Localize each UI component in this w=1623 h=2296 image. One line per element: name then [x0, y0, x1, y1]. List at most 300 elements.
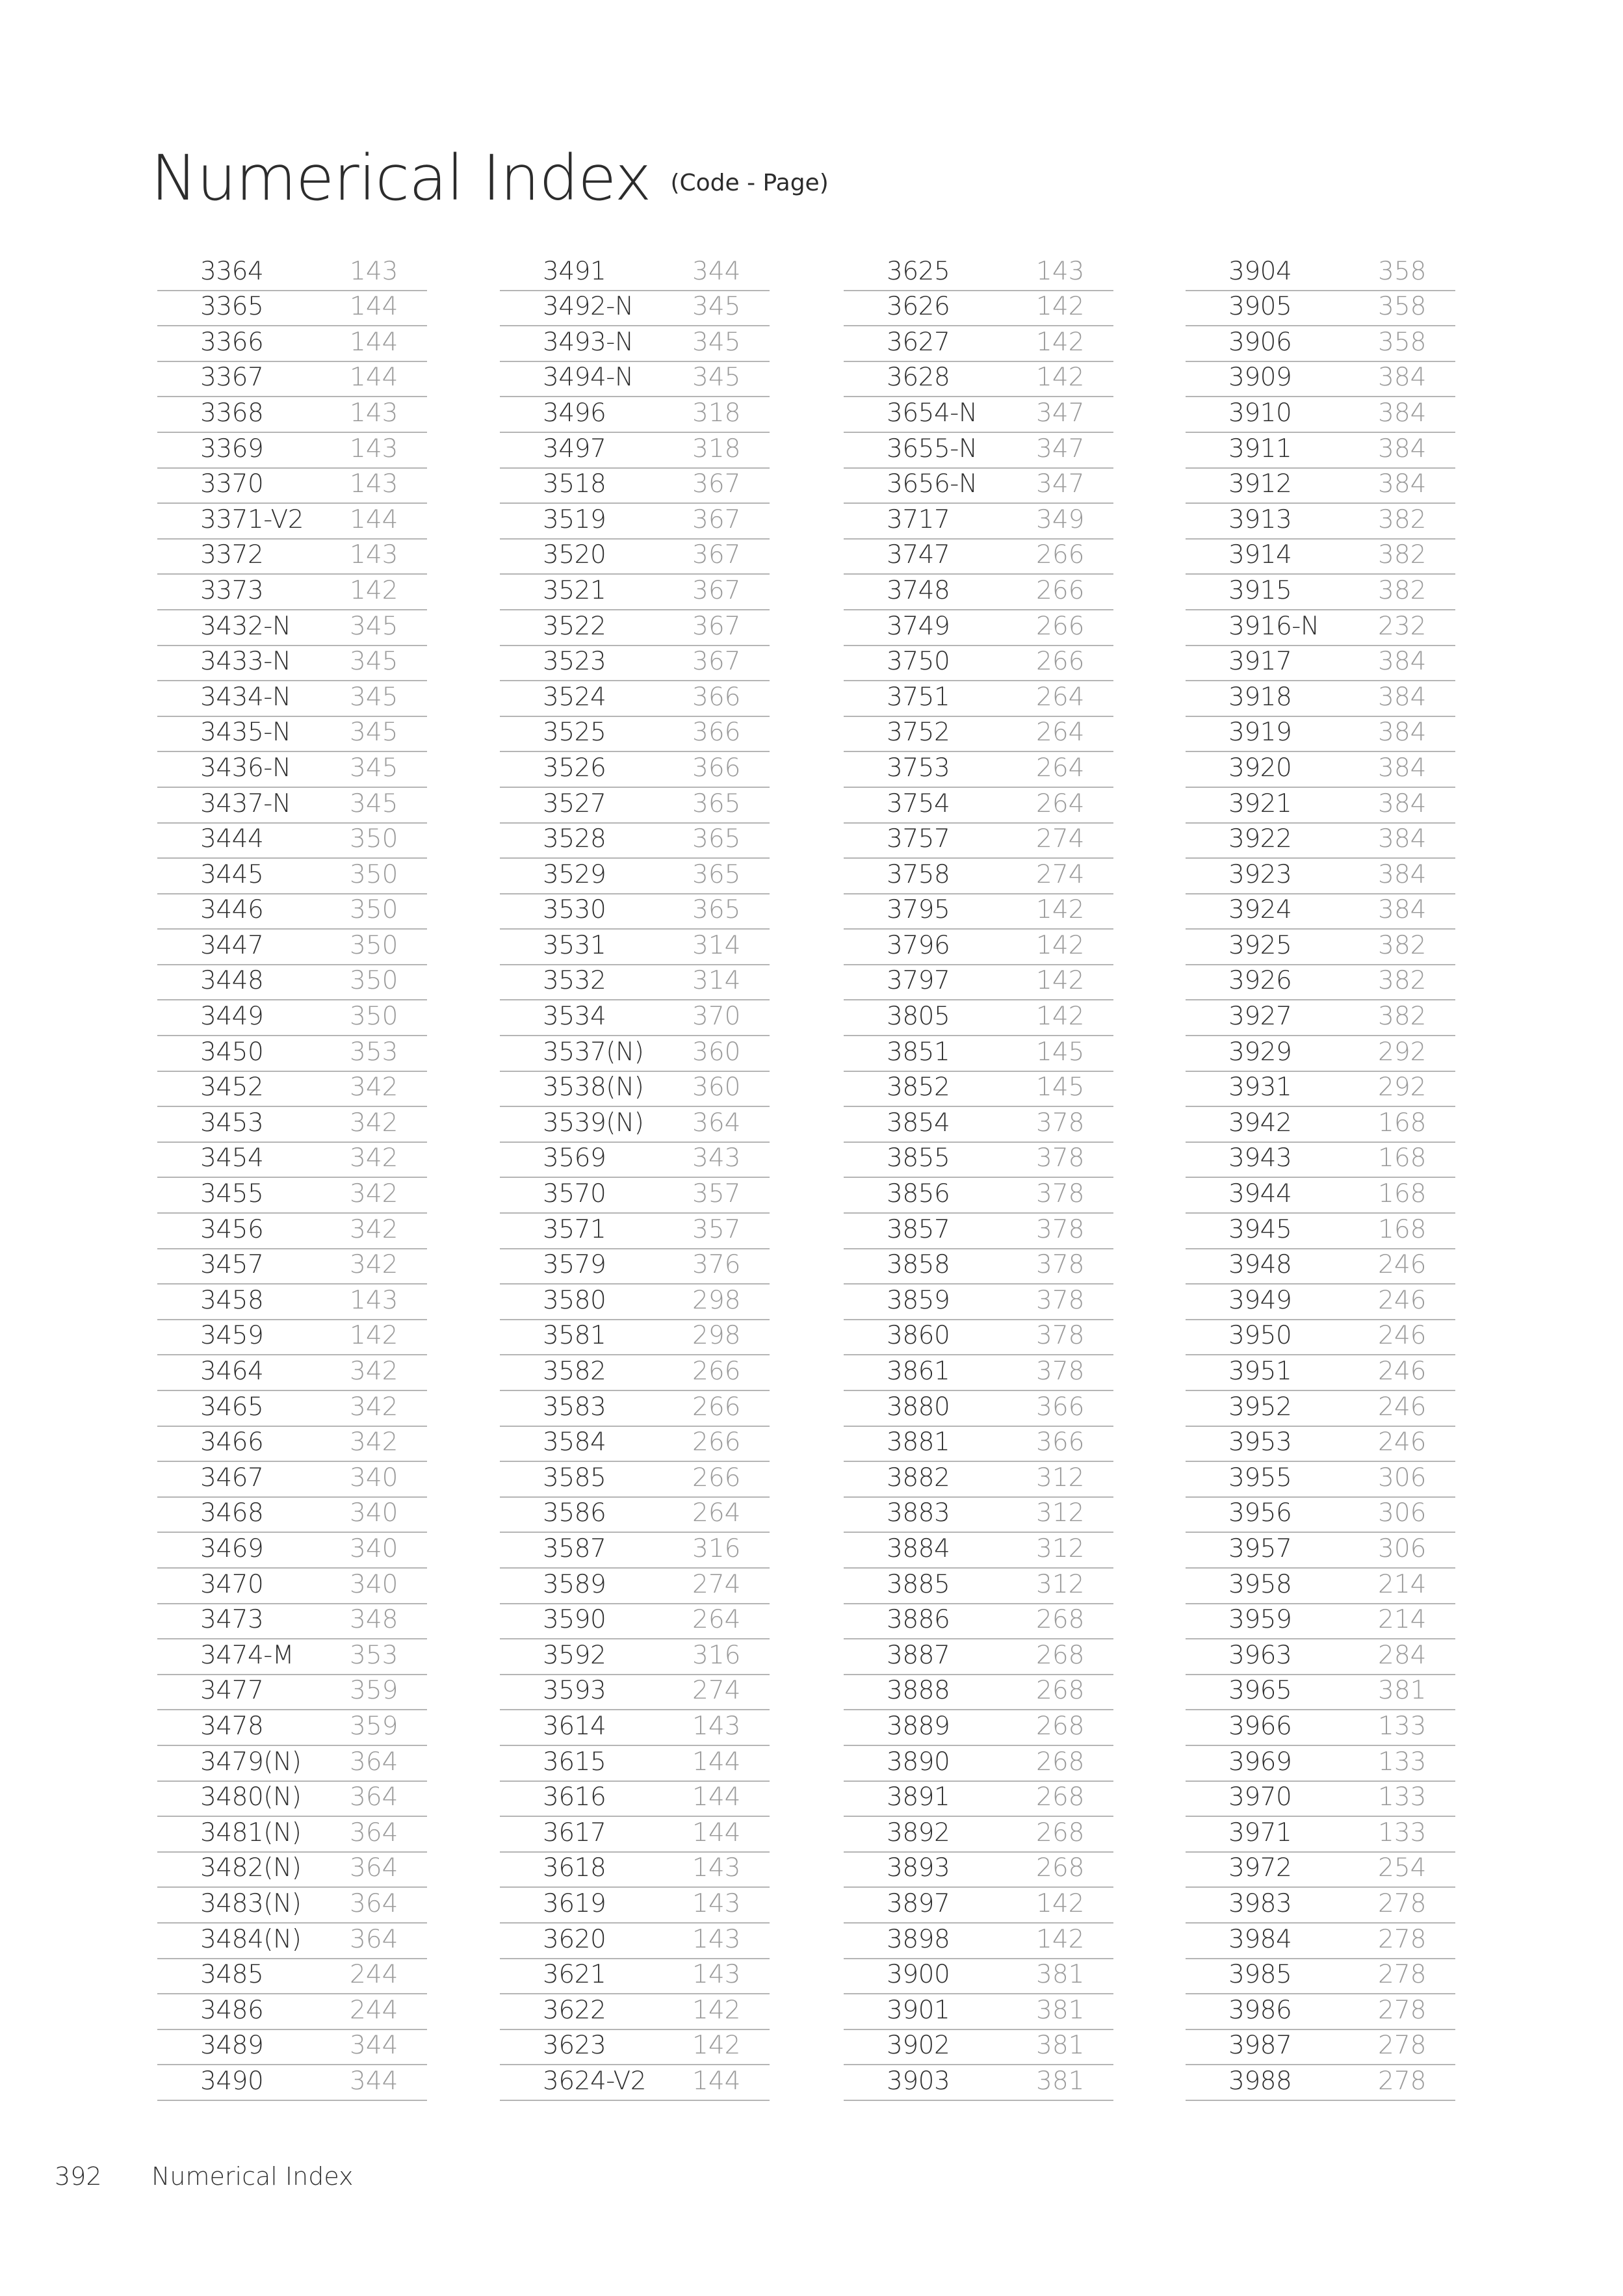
- index-page: 360: [692, 1073, 741, 1102]
- index-code: 3749: [887, 611, 950, 641]
- index-code: 3910: [1228, 398, 1292, 428]
- index-page: 378: [1036, 1285, 1085, 1315]
- index-row: [500, 255, 770, 291]
- index-code: 3456: [200, 1214, 264, 1244]
- index-code: 3886: [887, 1605, 950, 1635]
- index-page: 142: [1036, 1888, 1085, 1918]
- index-page: 232: [1378, 611, 1427, 641]
- index-row: [157, 752, 427, 788]
- index-code: 3861: [887, 1357, 950, 1386]
- index-code: 3920: [1228, 753, 1292, 783]
- index-page: 316: [692, 1533, 741, 1563]
- index-page: 358: [1378, 256, 1427, 286]
- index-row: [500, 752, 770, 788]
- index-row: [500, 1036, 770, 1072]
- index-page: 168: [1378, 1108, 1427, 1138]
- index-row: [1186, 575, 1455, 610]
- index-row: [157, 433, 427, 469]
- index-code: 3949: [1228, 1285, 1292, 1315]
- index-code: 3531: [543, 930, 606, 960]
- index-code: 3496: [543, 398, 606, 428]
- index-row: [844, 575, 1113, 610]
- index-page: 364: [350, 1818, 398, 1847]
- index-page: 274: [692, 1676, 741, 1706]
- index-row: [844, 1143, 1113, 1179]
- index-code: 3985: [1228, 1960, 1292, 1990]
- index-row: [1186, 469, 1455, 504]
- index-page: 142: [1036, 966, 1085, 996]
- index-code: 3537(N): [543, 1037, 644, 1067]
- index-code: 3615: [543, 1747, 606, 1777]
- index-row: [844, 1710, 1113, 1746]
- index-row: [1186, 1994, 1455, 2030]
- index-code: 3919: [1228, 718, 1292, 748]
- index-code: 3916-N: [1228, 611, 1319, 641]
- index-row: [844, 1178, 1113, 1214]
- index-code: 3972: [1228, 1853, 1292, 1883]
- index-row: [1186, 1924, 1455, 1959]
- index-page: 144: [692, 1747, 741, 1777]
- index-page: 358: [1378, 327, 1427, 357]
- index-page: 345: [350, 718, 398, 748]
- index-page: 246: [1378, 1285, 1427, 1315]
- index-row: [1186, 2030, 1455, 2066]
- index-row: [500, 1924, 770, 1959]
- index-page: 364: [350, 1853, 398, 1883]
- index-subtitle: (Code - Page): [670, 170, 829, 196]
- index-code: 3901: [887, 1995, 950, 2025]
- index-page: 246: [1378, 1428, 1427, 1457]
- index-code: 3434-N: [200, 682, 291, 712]
- index-row: [844, 1675, 1113, 1711]
- index-row: [500, 610, 770, 646]
- index-code: 3750: [887, 647, 950, 677]
- index-page: 168: [1378, 1179, 1427, 1209]
- footer-page-number: 392: [55, 2162, 102, 2191]
- index-row: [844, 1498, 1113, 1533]
- index-page: 142: [1036, 930, 1085, 960]
- index-code: 3948: [1228, 1250, 1292, 1280]
- index-row: [157, 1959, 427, 1995]
- index-page: 278: [1378, 1995, 1427, 2025]
- index-page: 364: [350, 1924, 398, 1954]
- index-code: 3529: [543, 859, 606, 889]
- index-page: 143: [692, 1960, 741, 1990]
- index-row: [157, 255, 427, 291]
- index-code: 3524: [543, 682, 606, 712]
- index-page: 378: [1036, 1108, 1085, 1138]
- index-code: 3757: [887, 824, 950, 854]
- index-page: 133: [1378, 1711, 1427, 1741]
- index-page: 378: [1036, 1179, 1085, 1209]
- index-row: [157, 291, 427, 327]
- index-row: [157, 1604, 427, 1640]
- index-page: 384: [1378, 434, 1427, 463]
- index-code: 3525: [543, 718, 606, 748]
- index-page: 274: [692, 1569, 741, 1599]
- index-code: 3917: [1228, 647, 1292, 677]
- index-code: 3373: [200, 575, 264, 605]
- index-row: [500, 1746, 770, 1782]
- index-row: [1186, 1178, 1455, 1214]
- index-page: 314: [692, 930, 741, 960]
- index-page: 366: [692, 682, 741, 712]
- index-code: 3448: [200, 966, 264, 996]
- index-row: [157, 1072, 427, 1108]
- index-page: 264: [1036, 789, 1085, 818]
- index-code: 3458: [200, 1285, 264, 1315]
- index-code: 3891: [887, 1782, 950, 1812]
- index-page: 381: [1036, 2031, 1085, 2061]
- index-page: 144: [350, 363, 398, 393]
- index-code: 3752: [887, 718, 950, 748]
- index-page: 344: [350, 2031, 398, 2061]
- index-row: [1186, 291, 1455, 327]
- index-code: 3903: [887, 2066, 950, 2096]
- index-code: 3447: [200, 930, 264, 960]
- index-code: 3966: [1228, 1711, 1292, 1741]
- index-row: [844, 1959, 1113, 1995]
- index-row: [157, 824, 427, 859]
- index-page: 376: [692, 1250, 741, 1280]
- index-page: 378: [1036, 1321, 1085, 1351]
- index-row: [1186, 1107, 1455, 1143]
- index-row: [1186, 1710, 1455, 1746]
- index-page: 342: [350, 1179, 398, 1209]
- index-page: 350: [350, 895, 398, 925]
- index-page: 342: [350, 1250, 398, 1280]
- index-page: 142: [350, 575, 398, 605]
- index-row: [157, 1710, 427, 1746]
- index-code: 3748: [887, 575, 950, 605]
- index-row: [844, 1214, 1113, 1249]
- index-code: 3489: [200, 2031, 264, 2061]
- index-code: 3851: [887, 1037, 950, 1067]
- index-page: 144: [350, 327, 398, 357]
- index-code: 3368: [200, 398, 264, 428]
- index-row: [844, 1355, 1113, 1391]
- index-code: 3890: [887, 1747, 950, 1777]
- index-page: 142: [692, 1995, 741, 2025]
- index-row: [157, 1533, 427, 1569]
- index-code: 3364: [200, 256, 264, 286]
- index-row: [500, 504, 770, 540]
- index-row: [844, 540, 1113, 575]
- index-row: [844, 1994, 1113, 2030]
- index-row: [157, 1214, 427, 1249]
- index-row: [157, 1320, 427, 1356]
- index-code: 3915: [1228, 575, 1292, 605]
- index-page: 345: [350, 753, 398, 783]
- index-code: 3656-N: [887, 469, 978, 499]
- footer-label: Numerical Index: [151, 2162, 354, 2191]
- index-code: 3889: [887, 1711, 950, 1741]
- index-page: 214: [1378, 1569, 1427, 1599]
- index-page: 264: [692, 1498, 741, 1528]
- index-row: [157, 575, 427, 610]
- index-page: 312: [1036, 1533, 1085, 1563]
- index-page: 382: [1378, 930, 1427, 960]
- index-row: [157, 2065, 427, 2101]
- index-row: [844, 1817, 1113, 1853]
- page-title: [151, 142, 829, 215]
- index-page: 340: [350, 1569, 398, 1599]
- index-code: 3902: [887, 2031, 950, 2061]
- index-page: 168: [1378, 1214, 1427, 1244]
- index-row: [844, 362, 1113, 398]
- index-code: 3534: [543, 1002, 606, 1032]
- index-code: 3883: [887, 1498, 950, 1528]
- index-page: 278: [1378, 2066, 1427, 2096]
- index-row: [1186, 1746, 1455, 1782]
- index-code: 3758: [887, 859, 950, 889]
- index-page: 144: [692, 2066, 741, 2096]
- index-page: 345: [350, 647, 398, 677]
- index-row: [157, 1569, 427, 1604]
- index-page: 381: [1036, 2066, 1085, 2096]
- index-row: [157, 1249, 427, 1285]
- index-code: 3584: [543, 1428, 606, 1457]
- index-row: [500, 433, 770, 469]
- index-code: 3526: [543, 753, 606, 783]
- index-row: [844, 1320, 1113, 1356]
- index-code: 3911: [1228, 434, 1292, 463]
- index-row: [844, 2065, 1113, 2101]
- index-page: 278: [1378, 2031, 1427, 2061]
- index-page: 378: [1036, 1250, 1085, 1280]
- index-code: 3654-N: [887, 398, 978, 428]
- index-code: 3898: [887, 1924, 950, 1954]
- index-page: 344: [350, 2066, 398, 2096]
- index-page: 342: [350, 1073, 398, 1102]
- index-page: 365: [692, 824, 741, 854]
- index-code: 3617: [543, 1818, 606, 1847]
- index-code: 3571: [543, 1214, 606, 1244]
- index-row: [157, 362, 427, 398]
- index-row: [1186, 752, 1455, 788]
- index-code: 3797: [887, 966, 950, 996]
- index-page: 340: [350, 1533, 398, 1563]
- index-row: [1186, 965, 1455, 1001]
- index-code: 3436-N: [200, 753, 291, 783]
- index-page: 342: [350, 1428, 398, 1457]
- index-code: 3518: [543, 469, 606, 499]
- index-page: 268: [1036, 1676, 1085, 1706]
- index-code: 3959: [1228, 1605, 1292, 1635]
- index-row: [500, 1320, 770, 1356]
- index-page: 382: [1378, 1002, 1427, 1032]
- index-code: 3984: [1228, 1924, 1292, 1954]
- index-page: 382: [1378, 966, 1427, 996]
- index-row: [157, 930, 427, 965]
- index-page: 284: [1378, 1640, 1427, 1670]
- index-code: 3616: [543, 1782, 606, 1812]
- index-code: 3963: [1228, 1640, 1292, 1670]
- index-row: [1186, 859, 1455, 894]
- index-code: 3581: [543, 1321, 606, 1351]
- index-page: 266: [1036, 575, 1085, 605]
- index-row: [844, 1000, 1113, 1036]
- index-row: [500, 540, 770, 575]
- index-page: 367: [692, 575, 741, 605]
- index-page: 306: [1378, 1533, 1427, 1563]
- index-page: 268: [1036, 1605, 1085, 1635]
- index-code: 3628: [887, 363, 950, 393]
- index-row: [844, 1072, 1113, 1108]
- index-code: 3970: [1228, 1782, 1292, 1812]
- index-code: 3983: [1228, 1888, 1292, 1918]
- index-page: 142: [1036, 327, 1085, 357]
- index-page: 214: [1378, 1605, 1427, 1635]
- index-code: 3530: [543, 895, 606, 925]
- index-code: 3857: [887, 1214, 950, 1244]
- index-page: 318: [692, 434, 741, 463]
- index-code: 3627: [887, 327, 950, 357]
- index-code: 3885: [887, 1569, 950, 1599]
- index-code: 3965: [1228, 1676, 1292, 1706]
- index-code: 3717: [887, 504, 950, 534]
- index-row: [500, 1888, 770, 1924]
- index-page: 367: [692, 469, 741, 499]
- index-code: 3477: [200, 1676, 264, 1706]
- index-page: 278: [1378, 1924, 1427, 1954]
- index-page: 264: [1036, 718, 1085, 748]
- index-page: 347: [1036, 469, 1085, 499]
- index-code: 3621: [543, 1960, 606, 1990]
- index-code: 3465: [200, 1392, 264, 1422]
- index-code: 3480(N): [200, 1782, 302, 1812]
- index-row: [157, 1888, 427, 1924]
- index-code: 3450: [200, 1037, 264, 1067]
- index-code: 3482(N): [200, 1853, 302, 1883]
- index-row: [1186, 1320, 1455, 1356]
- index-page: 312: [1036, 1498, 1085, 1528]
- index-row: [500, 1072, 770, 1108]
- index-page: 266: [1036, 540, 1085, 570]
- index-page: 264: [692, 1605, 741, 1635]
- index-row: [157, 965, 427, 1001]
- index-code: 3520: [543, 540, 606, 570]
- index-code: 3579: [543, 1250, 606, 1280]
- index-page: 246: [1378, 1357, 1427, 1386]
- index-row: [500, 681, 770, 717]
- index-row: [844, 326, 1113, 362]
- index-row: [844, 1853, 1113, 1888]
- index-page: 342: [350, 1108, 398, 1138]
- index-code: 3924: [1228, 895, 1292, 925]
- index-page: 142: [350, 1321, 398, 1351]
- index-page: 350: [350, 930, 398, 960]
- index-row: [500, 1462, 770, 1498]
- index-row: [500, 1994, 770, 2030]
- index-code: 3988: [1228, 2066, 1292, 2096]
- index-code: 3881: [887, 1428, 950, 1457]
- index-row: [157, 469, 427, 504]
- index-code: 3971: [1228, 1818, 1292, 1847]
- index-code: 3444: [200, 824, 264, 854]
- index-code: 3587: [543, 1533, 606, 1563]
- index-code: 3469: [200, 1533, 264, 1563]
- index-code: 3583: [543, 1392, 606, 1422]
- index-page: 143: [350, 256, 398, 286]
- index-row: [500, 1498, 770, 1533]
- index-row: [500, 1604, 770, 1640]
- index-row: [1186, 930, 1455, 965]
- index-page: 340: [350, 1463, 398, 1493]
- index-row: [500, 1427, 770, 1463]
- index-page: 244: [350, 1960, 398, 1990]
- index-row: [844, 965, 1113, 1001]
- index-row: [844, 469, 1113, 504]
- index-page: 384: [1378, 647, 1427, 677]
- index-code: 3957: [1228, 1533, 1292, 1563]
- index-page: 364: [350, 1888, 398, 1918]
- index-page: 168: [1378, 1143, 1427, 1173]
- index-row: [500, 362, 770, 398]
- index-row: [500, 1000, 770, 1036]
- index-page: 345: [350, 789, 398, 818]
- index-code: 3914: [1228, 540, 1292, 570]
- index-code: 3969: [1228, 1747, 1292, 1777]
- index-row: [844, 2030, 1113, 2066]
- index-row: [1186, 788, 1455, 824]
- index-code: 3945: [1228, 1214, 1292, 1244]
- index-code: 3858: [887, 1250, 950, 1280]
- index-page: 364: [350, 1782, 398, 1812]
- index-row: [844, 681, 1113, 717]
- index-row: [1186, 1569, 1455, 1604]
- index-code: 3925: [1228, 930, 1292, 960]
- index-code: 3986: [1228, 1995, 1292, 2025]
- index-code: 3618: [543, 1853, 606, 1883]
- index-row: [500, 1569, 770, 1604]
- index-row: [1186, 397, 1455, 433]
- index-row: [844, 1285, 1113, 1320]
- index-page: 342: [350, 1392, 398, 1422]
- index-page: 350: [350, 1002, 398, 1032]
- index-page: 340: [350, 1498, 398, 1528]
- index-code: 3912: [1228, 469, 1292, 499]
- index-page: 384: [1378, 398, 1427, 428]
- index-code: 3944: [1228, 1179, 1292, 1209]
- index-page: 143: [1036, 256, 1085, 286]
- index-page: 345: [692, 363, 741, 393]
- index-row: [500, 1710, 770, 1746]
- index-page: 142: [1036, 1924, 1085, 1954]
- index-code: 3927: [1228, 1002, 1292, 1032]
- index-code: 3906: [1228, 327, 1292, 357]
- index-code: 3457: [200, 1250, 264, 1280]
- index-row: [844, 1391, 1113, 1427]
- index-row: [1186, 717, 1455, 753]
- index-code: 3918: [1228, 682, 1292, 712]
- index-row: [1186, 1782, 1455, 1818]
- index-page: 349: [1036, 504, 1085, 534]
- index-row: [500, 469, 770, 504]
- index-row: [500, 575, 770, 610]
- index-row: [844, 1746, 1113, 1782]
- index-row: [1186, 1498, 1455, 1533]
- index-page: 143: [692, 1888, 741, 1918]
- index-code: 3926: [1228, 966, 1292, 996]
- index-code: 3484(N): [200, 1924, 302, 1954]
- index-page: 274: [1036, 859, 1085, 889]
- index-code: 3474-M: [200, 1640, 294, 1670]
- index-row: [157, 646, 427, 682]
- index-code: 3592: [543, 1640, 606, 1670]
- index-row: [500, 788, 770, 824]
- index-page: 342: [350, 1214, 398, 1244]
